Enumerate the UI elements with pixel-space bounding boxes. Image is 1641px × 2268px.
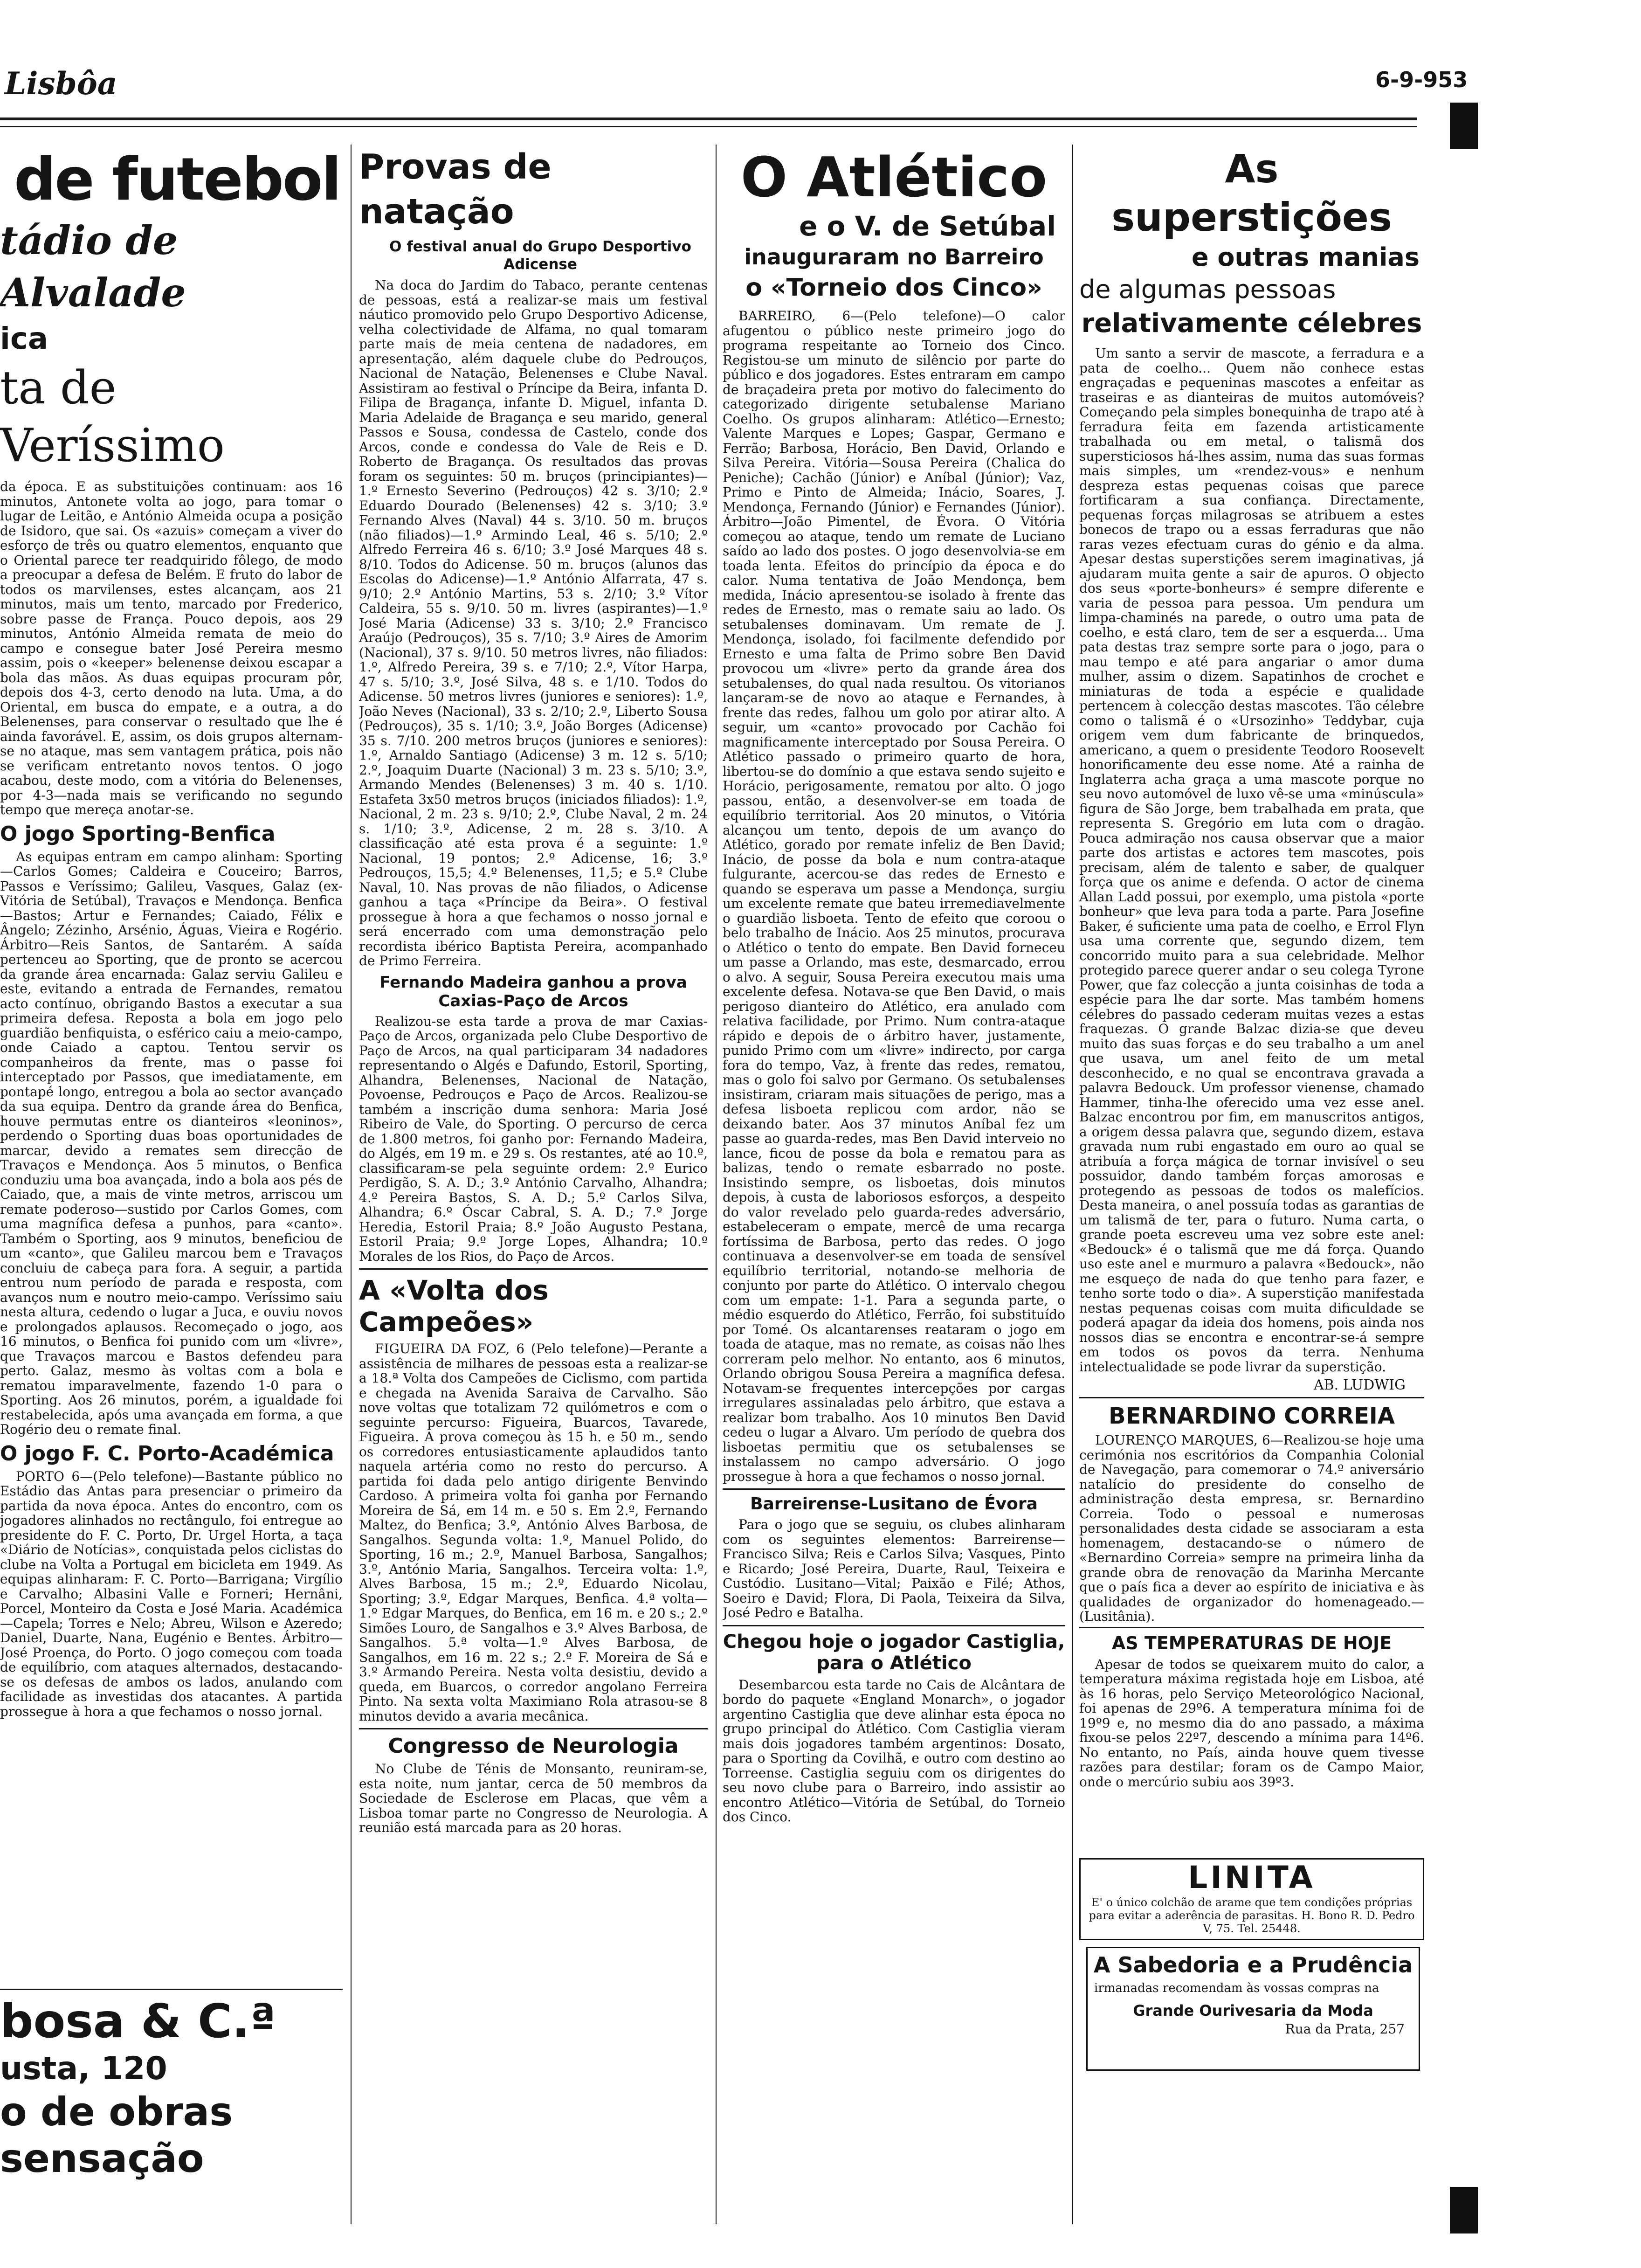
- article-body: Realizou-se esta tarde a prova de mar Caxias-Paço de Arcos, organizada pelo Clube Desportivo de Paço de Arcos, na qual participaram 34 nadadores representando o Algés e Dafundo, Estoril, Sporting, Alhandra, Belenenses, Nacional de Natação, Povoense, Pedrouços e Paço de Arcos. Realizou-se também a inscrição duma senhora: Maria José Ribeiro de Vale, do Sporting. O percurso de cerca de 1.800 metros, foi ganho por: Fernando Madeira, do Algés, em 19 m. e 29 s. Os restantes, até ao 10.º, classificaram-se pela seguinte ordem: 2.º Eurico Perdigão, S. A. D.; 3.º António Carvalho, Alhandra; 4.º Pereira Bastos, S. A. D.; 5.º Carlos Silva, Alhandra; 6.º Óscar Cabral, S. A. D.; 7.º Jorge Heredia, Estoril Praia; 8.º João Augusto Pestana, Estoril Praia; 9.º Jorge Lopes, Alhandra; 10.º Morales de los Rios, do Paço de Arcos.: [359, 1013, 708, 1264]
- byline: AB. LUDWIG: [1313, 1377, 1406, 1393]
- column-rule: [716, 145, 717, 2224]
- headline-fragment: ica: [0, 322, 48, 356]
- headline-atletico: O Atlético: [740, 145, 1048, 209]
- ad-text: E' o único colchão de arame que tem condições próprias para evitar a aderência de parasitas. H. Bono R. D. Pedro V, 75. Tel. 25448.: [1089, 1896, 1415, 1935]
- section-rule: [359, 1268, 708, 1270]
- article-column-2: [359, 145, 708, 2233]
- headline-supersticoes: As superstições: [1111, 146, 1392, 240]
- ad-rule: [0, 1989, 343, 1990]
- headline-pessoas: de algumas pessoas: [1079, 275, 1336, 304]
- subheading-sporting-benfica: O jogo Sporting-Benfica: [0, 822, 276, 846]
- page-header: [0, 61, 1641, 103]
- headline-verissimo: ta de Veríssimo: [0, 361, 225, 472]
- subheading-caxias: Fernando Madeira ganhou a prova Caxias-Paço de Arcos: [379, 973, 687, 1010]
- headline-celebres: relativamente célebres: [1081, 308, 1422, 339]
- corner-block-top: [1450, 103, 1478, 149]
- article-body: Um santo a servir de mascote, a ferradura e a pata de coelho... Quem não conhece estas engraçadas e pequeninas mascotes a enfeitar as traseiras e as dianteiras de muitos automóveis? Começando pela simples bonequinha de trapo até à ferradura feita em fazenda artisticamente trabalhada ou em metal, o talismã dos supersticiosos há-lhes assim, numa das suas formas mais simples, um «rendez-vous» e nenhum despreza estas pequenas coisas que parece fortificaram a sua confiança. Directamente, pequenas forças milagrosas se atribuem a estes bonecos de trapo ou a essas ferraduras que não raras vezes efectuam curas do génio e da alma. Apesar destas superstições serem imaginativas, já ajudaram muita gente a sair de apuros. O objecto dos seus «porte-bonheurs» é sempre diferente e varia de pessoa para pessoa. Um pendura um limpa-chaminés na parede, o outro uma pata de coelho, e está claro, tem de ser a esquerda... Uma pata destas traz sempre sorte para o jogo, para o mau tempo e até para angariar o amor duma mulher, assim o dizem. Sapatinhos de crochet e miniaturas de toda a espécie e qualidade pertencem à colecção destas mascotes. Tão célebre como o talismã é o «Ursozinho» Teddybar, cuja origem vem dum fabricante de brinquedos, americano, a quem o presidente Teodoro Roosevelt honorificamente deu esse nome. Até a rainha de Inglaterra acha graça a uma mascote porque no seu novo automóvel de luxo vê-se uma «minúscula» figura de São Jorge, bem trabalhada em prata, que representa S. Gregório em luta com o dragão. Pouca admiração nos causa observar que a maior parte dos artistas e actores tem mascotes, pois precisam, além de talento e saber, de qualquer força que os anime e defenda. O actor de cinema Allan Ladd possui, por exemplo, uma pistola «porte bonheur» que leva para toda a parte. Para Josefine Baker, é suficiente uma pata de coelho, e Errol Flyn usa uma corrente que, segundo dizem, tem concorrido muito para a sua celebridade. Melhor protegido parece querer andar o seu colega Tyrone Power, que faz colecção a junta coisinhas de toda a espécie para lhe dar sorte. Mas também homens célebres do passado cederam muitas vezes a estas fraquezas. O grande Balzac dizia-se que deveu muito das suas forças e do seu trabalho a um anel que usava, um anel feito de um metal desconhecido, e no qual se encontrava gravada a palavra Bedouck. Um professor vienense, chamado Hammer, tinha-lhe oferecido uma vez esse anel. Balzac encontrou por fim, em manuscritos antigos, a origem dessa palavra que, segundo dizem, estava gravada num rubi engastado em ouro ao qual se atribuía a força mágica de tornar invisível o seu possuidor, dando também forças amorosas e protegendo as pessoas de todos os malefícios. Desta maneira, o anel possuía todas as garantias de um talismã de ter, para o futuro. Numa carta, o grande poeta escreveu uma vez sobre este anel: «Bedouck» é o talismã que me dá força. Quando uso este anel e murmuro a palavra «Bedouck», não me esqueço de nada do que tenho para fazer, e tenho sorte todo o dia». A superstição manifestada nestas pequenas coisas com muita dificuldade se poderá apagar da ideia dos homens, pois ainda nos nossos dias se encontra e encontrar-se-á sempre em todos os povos da terra. Nenhuma intelectualidade se pode livrar da superstição.: [1079, 346, 1424, 1375]
- subheading-castiglia: Chegou hoje o jogador Castiglia, para o Atlético: [723, 1631, 1065, 1674]
- section-rule: [1079, 1397, 1424, 1398]
- section-rule: [359, 1728, 708, 1729]
- ad-address: Rua da Prata, 257: [1285, 2021, 1405, 2037]
- headline-manias: e outras manias: [1191, 242, 1420, 272]
- headline-alvalade: tádio de Alvalade: [0, 217, 186, 316]
- headline-torneio: o «Torneio dos Cinco»: [745, 274, 1042, 302]
- advertisement-bosa: [0, 1993, 343, 2227]
- advertisement-linita: [1079, 1858, 1424, 1940]
- subheading-volta-campeoes: A «Volta dos Campeões»: [359, 1274, 549, 1338]
- issue-date: 6-9-953: [1375, 67, 1468, 92]
- headline-barreiro: inauguraram no Barreiro: [744, 244, 1044, 270]
- subheading-temperaturas: AS TEMPERATURAS DE HOJE: [1111, 1632, 1392, 1653]
- section-rule: [723, 1625, 1065, 1626]
- headline-natacao: Provas de natação: [359, 147, 552, 232]
- section-rule: [1079, 1627, 1424, 1628]
- ad-brand: A Sabedoria e a Prudência: [1093, 1952, 1413, 1978]
- corner-block-bottom: [1450, 2187, 1478, 2233]
- article-body: Apesar de todos se queixarem muito do calor, a temperatura máxima registada hoje em Lisboa, até às 16 horas, pelo Serviço Meteorológico Nacional, foi apenas de 29º6. A temperatura mínima foi de 19º9 e, no mesmo dia do ano passado, a máxima fixou-se pelos 22º7, descendo a mínima para 14º6. No entanto, no País, ainda houve quem tivesse razões para destilar; foram os de Campo Maior, onde o mercúrio subiu aos 39º3.: [1079, 1656, 1424, 1790]
- ad-line: bosa & C.ª: [0, 1994, 276, 2048]
- ad-line: sensação: [0, 2136, 204, 2181]
- deck-festival: O festival anual do Grupo Desportivo Adicense: [389, 238, 691, 273]
- column-rule: [351, 145, 352, 2224]
- article-body: da época. E as substituições continuam: aos 16 minutos, Antonete volta ao jogo, para tomar o lugar de Leitão, e António Almeida ocupa a posição de Isidoro, que sai. Os «azuis» começam a viver do esforço de três ou quatro elementos, enquanto que o Oriental parece ter readquirido fôlego, de modo a preocupar a defesa de Belém. E fruto do labor de todos os marvilenses, estes alcançam, aos 21 minutos, mais um tento, marcado por Frederico, sobre passe de França. Pouco depois, aos 29 minutos, António Almeida remata de meio do campo e consegue bater José Pereira mesmo assim, pois o «keeper» belenense deixou escapar a bola das mãos. As duas equipas procuram pôr, depois dos 4-3, certo denodo na luta. Uma, a do Oriental, em busca do empate, e a outra, a do Belenenses, para conservar o resultado que lhe é ainda favorável. E, assim, os dois grupos alternam-se no ataque, mas sem vantagem prática, pois não se verificam entretanto novos tentos. O jogo acabou, deste modo, com a vitória do Belenenses, por 4-3—nada mais se verificando no segundo tempo que mereça anotar-se.: [0, 479, 343, 817]
- subheading-neurologia: Congresso de Neurologia: [388, 1734, 679, 1758]
- subheading-barreirense: Barreirense-Lusitano de Évora: [750, 1494, 1038, 1514]
- headline-setubal: e o V. de Setúbal: [799, 210, 1056, 242]
- article-body: Para o jogo que se seguiu, os clubes alinharam com os seguintes elementos: Barreirense—Francisco Silva; Reis e Carlos Silva; Vasques, Pinto e Ricardo; José Pereira, Duarte, Raul, Teixeira e Custódio. Lusitano—Vital; Paixão e Filé; Athos, Soeiro e David; Flora, Di Paola, Teixeira da Silva, José Pedro e Batalha.: [723, 1517, 1065, 1620]
- ad-shop: Grande Ourivesaria da Moda: [1133, 2002, 1373, 2019]
- article-body: As equipas entram em campo alinham: Sporting—Carlos Gomes; Caldeira e Couceiro; Barros, Passos e Veríssimo; Galileu, Vasques, Galaz (ex-Vitória de Setúbal), Travaços e Mendonça. Benfica—Bastos; Artur e Fernandes; Caiado, Félix e Ângelo; Zézinho, Arsénio, Águas, Vieira e Rogério. Árbitro—Reis Santos, de Santarém. A saída pertenceu ao Sporting, que de pronto se acercou da grande área encarnada: Galaz serviu Galileu e este, evitando a entrada de Fernandes, rematou acto contínuo, obrigando Bastos a executar a sua primeira defesa. Reposta a bola em jogo pelo guardião benfiquista, o esférico caiu a meio-campo, onde Caiado a captou. Tentou servir os companheiros da frente, mas o passe foi interceptado por Passos, que imediatamente, em pontapé longo, entregou a bola ao sector avançado da sua equipa. Dentro da grande área do Benfica, houve permutas entre os dianteiros «leoninos», perdendo o Sporting duas boas oportunidades de marcar, devido a remates sem direcção de Travaços e Mendonça. Aos 5 minutos, o Benfica conduziu uma boa avançada, indo a bola aos pés de Caiado, que, a mais de vinte metros, arriscou um remate poderoso—sustido por Carlos Gomes, com uma magnífica defesa a punhos, para «canto». Também o Sporting, aos 9 minutos, beneficiou de um «canto», que Galileu marcou bem e Travaços concluiu de cabeça para fora. A seguir, a partida entrou num período de parada e resposta, com avanços num e noutro meio-campo. Veríssimo saiu nesta altura, cedendo o lugar a Juca, e ouviu novos e prolongados aplausos. Recomeçado o jogo, aos 16 minutos, o Benfica foi punido com um «livre», que Travaços marcou e Bastos defendeu para perto. Galaz, mesmo às voltas com a bola e rematou imparavelmente, fazendo 1-0 para o Sporting. Aos 26 minutos, porém, a igualdade foi restabelecida, após uma avançada em forma, a que Rogério deu o remate final.: [0, 849, 343, 1437]
- ad-line: usta, 120: [0, 2050, 167, 2087]
- article-column-3: [723, 145, 1065, 2233]
- article-body: No Clube de Ténis de Monsanto, reuniram-se, esta noite, num jantar, cerca de 50 membros da Sociedade de Esclerose em Placas, que vêm a Lisboa tomar parte no Congresso de Neurologia. A reunião está marcada para as 20 horas.: [359, 1761, 708, 1835]
- header-rule-bottom: [0, 126, 1417, 127]
- article-body: Desembarcou esta tarde no Cais de Alcântara de bordo do paquete «England Monarch», o jogador argentino Castiglia que deve alinhar esta época no grupo principal do Atlético. Com Castiglia vieram mais dois jogadores também argentinos: Dosato, para o Sporting da Covilhã, e outro com destino ao Torreense. Castiglia seguiu com os dirigentes do seu novo clube para o Barreiro, indo assistir ao encontro Atlético—Vitória de Setúbal, do Torneio dos Cinco.: [723, 1677, 1065, 1825]
- article-body: Na doca do Jardim do Tabaco, perante centenas de pessoas, está a realizar-se mais um festival náutico promovido pelo Grupo Desportivo Adicense, velha colectividade de Alfama, no qual tomaram parte mais de meia centena de nadadores, em apresentação, além daquele clube do Pedrouços, Nacional de Natação, Belenenses e Clube Naval. Assistiram ao festival o Príncipe da Beira, infanta D. Filipa de Bragança, infante D. Miguel, infanta D. Maria Adelaide de Bragança e seu marido, general Passos e Sousa, condessa de Castelo, conde dos Arcos, conde e condessa do Vale de Reis e D. Roberto de Bragança. Os resultados das provas foram os seguintes: 50 m. bruços (principiantes)—1.º Ernesto Severino (Pedrouços) 42 s. 3/10; 2.º Eduardo Dourado (Belenenses) 42 s. 3/10; 3.º Fernando Alves (Naval) 44 s. 3/10. 50 m. bruços (não filiados)—1.º Armindo Leal, 46 s. 5/10; 2.º Alfredo Ferreira 46 s. 6/10; 3.º José Marques 48 s. 8/10. Todos do Adicense. 50 m. bruços (alunos das Escolas do Adicense)—1.º António Alfarrata, 47 s. 9/10; 2.º António Martins, 53 s. 2/10; 3.º Vítor Caldeira, 55 s. 9/10. 50 m. livres (aspirantes)—1.º José Maria (Adicense) 33 s. 3/10; 2.º Francisco Araújo (Pedrouços), 35 s. 7/10; 3.º Aires de Amorim (Nacional), 37 s. 9/10. 50 metros livres, não filiados: 1.º, Alfredo Pereira, 39 s. e 7/10; 2.º, Vítor Harpa, 47 s. 5/10; 3.º, José Silva, 48 s. e 1/10. Todos do Adicense. 50 metros livres (juniores e seniores): 1.º, João Neves (Nacional), 33 s. 2/10; 2.º, Liberto Sousa (Pedrouços), 35 s. 1/10; 3.º, João Borges (Adicense) 35 s. 7/10. 200 metros bruços (juniores e seniores): 1.º, Arnaldo Santiago (Adicense) 3 m. 12 s. 5/10; 2.º, Joaquim Duarte (Nacional) 3 m. 23 s. 5/10; 3.º, Armando Mendes (Belenenses) 3 m. 40 s. 1/10. Estafeta 3x50 metros bruços (iniciados filiados): 1.º, Nacional, 2 m. 23 s. 9/10; 2.º, Clube Naval, 2 m. 24 s. 1/10; 3.º, Adicense, 2 m. 28 s. 3/10. A classificação até esta prova é a seguinte: 1.º Nacional, 19 pontos; 2.º Adicense, 16; 3.º Pedrouços, 15,5; 4.º Belenenses, 11,5; e 5.º Clube Naval, 10. Nas provas de não filiados, o Adicense ganhou a taça «Príncipe da Beira». O festival prossegue à hora a que fechamos o nosso jornal e será encerrado com uma demonstração pelo recordista ibérico Baptista Pereira, acompanhado de Primo Ferreira.: [359, 277, 708, 968]
- section-title: Lisbôa: [5, 65, 117, 102]
- column-rule: [1072, 145, 1073, 2224]
- headline-futebol: de futebol: [14, 145, 340, 214]
- ad-text: irmanadas recomendam às vossas compras na: [1094, 1981, 1379, 1995]
- article-body: PORTO 6—(Pelo telefone)—Bastante público no Estádio das Antas para presenciar o primeiro da partida da nova época. Antes do encontro, com os jogadores alinhados no rectângulo, foi entregue ao presidente do F. C. Porto, Dr. Urgel Horta, a taça «Diário de Notícias», conquistada pelos ciclistas do clube na Volta a Portugal em bicicleta em 1949. As equipas alinharam: F. C. Porto—Barrigana; Virgílio e Carvalho; Albasini Valle e Forneri; Hernâni, Porcel, Monteiro da Costa e José Maria. Académica—Capela; Torres e Nelo; Abreu, Wilson e Azeredo; Daniel, Duarte, Nana, Eugénio e Bentes. Árbitro—José Proença, do Porto. O jogo começou com toada de equilíbrio, com ataques alternados, destacando-se os defesas de ambos os lados, anulando com facilidade as investidas dos atacantes. A partida prossegue à hora a que fechamos o nosso jornal.: [0, 1468, 343, 1719]
- ad-brand: LINITA: [1188, 1860, 1316, 1895]
- section-rule: [723, 1488, 1065, 1490]
- advertisement-sabedoria: [1086, 1947, 1420, 2071]
- article-column-1: [0, 145, 343, 2233]
- article-body: LOURENÇO MARQUES, 6—Realizou-se hoje uma cerimónia nos escritórios da Companhia Colonial de Navegação, para comemorar o 74.º aniversário natalício do presidente do conselho de administração desta empresa, sr. Bernardino Correia. Todo o pessoal e numerosas personalidades desta cidade se associaram a esta homenagem, destacando-se o número de «Bernardino Correia» sempre na primeira linha da grande obra de renovação da Marinha Mercante que o país fica a dever ao espírito de iniciativa e às qualidades de organizador do homenageado.—(Lusitânia).: [1079, 1432, 1424, 1624]
- subheading-porto-academica: O jogo F. C. Porto-Académica: [0, 1441, 334, 1466]
- ad-line: o de obras: [0, 2089, 233, 2135]
- article-body: FIGUEIRA DA FOZ, 6 (Pelo telefone)—Perante a assistência de milhares de pessoas esta a realizar-se a 18.ª Volta dos Campeões de Ciclismo, com partida e chegada na Avenida Saraiva de Carvalho. São nove voltas que totalizam 72 quilómetros e com o seguinte percurso: Figueira, Buarcos, Tavarede, Figueira. A prova começou às 15 h. e 50 m., sendo os corredores entusiasticamente aplaudidos tanto naquela artéria como no resto do percurso. A partida foi dada pelo antigo dirigente Benvindo Cardoso. A primeira volta foi ganha por Fernando Moreira de Sá, em 14 m. e 50 s. Em 2.º, Fernando Maltez, do Benfica; 3.º, António Alves Barbosa, de Sangalhos. Segunda volta: 1.º, Manuel Polido, do Sporting, 16 m.; 2.º, Manuel Barbosa, Sangalhos; 3.º, António Maria, Sangalhos. Terceira volta: 1.º, Alves Barbosa, 15 m.; 2.º, Eduardo Nicolau, Sporting; 3.º, Edgar Marques, Benfica. 4.ª volta—1.º Edgar Marques, do Benfica, em 16 m. e 20 s.; 2.º Simões Louro, de Sangalhos e 3.º Alves Barbosa, de Sangalhos. 5.ª volta—1.º Alves Barbosa, de Sangalhos, em 16 m. 22 s.; 2.º F. Moreira de Sá e 3.º Armando Pereira. Nesta volta desistiu, devido a queda, em Buarcos, o corredor angolano Ferreira Pinto. Na sexta volta Maximiano Rola atrasou-se 8 minutos devido a avaria mecânica.: [359, 1341, 708, 1724]
- article-body: BARREIRO, 6—(Pelo telefone)—O calor afugentou o público neste primeiro jogo do programa respeitante ao Torneio dos Cinco. Registou-se um minuto de silêncio por parte do público e dos jogadores. Estes entraram em campo de braçadeira preta por motivo do falecimento do categorizado dirigente setubalense Mariano Coelho. Os grupos alinharam: Atlético—Ernesto; Valente Marques e Lopes; Gaspar, Germano e Ferrão; Barbosa, Horácio, Ben David, Orlando e Silva Pereira. Vitória—Sousa Pereira (Chalica do Peniche); Cachão (Júnior) e Aníbal (Júnior); Vaz, Primo e Pinto de Almeida; Inácio, Soares, J. Mendonça, Fernando (Júnior) e Fernandes (Júnior). Árbitro—João Pimentel, de Évora. O Vitória começou ao ataque, tendo um remate de Luciano saído ao lado dos postes. O jogo desenvolvia-se em toada lenta. Efeitos do princípio da época e do calor. Numa tentativa de João Mendonça, bem medida, Inácio apresentou-se isolado à frente das redes de Ernesto, mas o remate saiu ao lado. Os setubalenses dominavam. Um remate de J. Mendonça, isolado, foi facilmente defendido por Ernesto e uma falta de Primo sobre Ben David provocou um «livre» perto da grande área dos setubalenses, do qual nada resultou. Os vitorianos lançaram-se de novo ao ataque e Fernandes, à frente das redes, falhou um golo por atirar alto. A seguir, um «canto» provocado por Cachão foi magnificamente interceptado por Sousa Pereira. O Atlético passado o primeiro quarto de hora, libertou-se do domínio a que estava sendo sujeito e Horácio, perigosamente, rematou por alto. O jogo passou, então, a desenvolver-se em toada de equilíbrio territorial. Aos 20 minutos, o Vitória alcançou um tento, depois de um avanço do Atlético, gorado por remate infeliz de Ben David; Inácio, de posse da bola e num contra-ataque fulgurante, acercou-se das redes de Ernesto e quando se esperava um passe a Mendonça, surgiu um excelente remate que bateu irremediavelmente o guardião lisboeta. Tento de efeito que coroou o belo trabalho de Inácio. Aos 25 minutos, procurava o Atlético o tento do empate. Ben David forneceu um passe a Orlando, mas este, desmarcado, errou o alvo. A seguir, Sousa Pereira executou mais uma excelente defesa. Notava-se que Ben David, o mais perigoso dianteiro do Atlético, era anulado com relativa facilidade, por Primo. Num contra-ataque rápido e depois de o árbitro haver, justamente, punido Primo com um «livre» indirecto, por carga fora do tempo, Vaz, à frente das redes, rematou, mas o golo foi salvo por Germano. Os setubalenses insistiram, criaram mais situações de perigo, mas a defesa lisboeta replicou com ardor, não se deixando bater. Aos 37 minutos Aníbal fez um passe ao guarda-redes, mas Ben David interveio no lance, ficou de posse da bola e rematou para as balizas, tendo o remate esbarrado no poste. Insistindo sempre, os lisboetas, dois minutos depois, à custa de laboriosos esforços, a despeito do valor revelado pelo guarda-redes adversário, estabeleceram o empate, mercê de uma recarga fortíssima de Barbosa, perto das redes. O jogo continuava a desenvolver-se em toada de sensível equilíbrio territorial, notando-se melhoria de conjunto por parte do Atlético. O intervalo chegou com um empate: 1-1. Para a segunda parte, o médio esquerdo do Atlético, Ferrão, foi substituído por Tomé. Os alcantarenses reataram o jogo em toada de ataque, mas no remate, as coisas não lhes correram pelo melhor. No entanto, aos 6 minutos, Orlando obrigou Sousa Pereira a magnífica defesa. Notavam-se frequentes intercepções por cargas irregulares assinaladas pelo árbitro, que estava a realizar bom trabalho. Aos 10 minutos Ben David cedeu o lugar a Alvaro. Um período de quebra dos lisboetas permitiu que os setubalenses se instalassem no campo adversário. O jogo prossegue à hora a que fechamos o nosso jornal.: [723, 308, 1065, 1484]
- subheading-bernardino: BERNARDINO CORREIA: [1109, 1403, 1395, 1429]
- header-rule-top: [0, 118, 1417, 120]
